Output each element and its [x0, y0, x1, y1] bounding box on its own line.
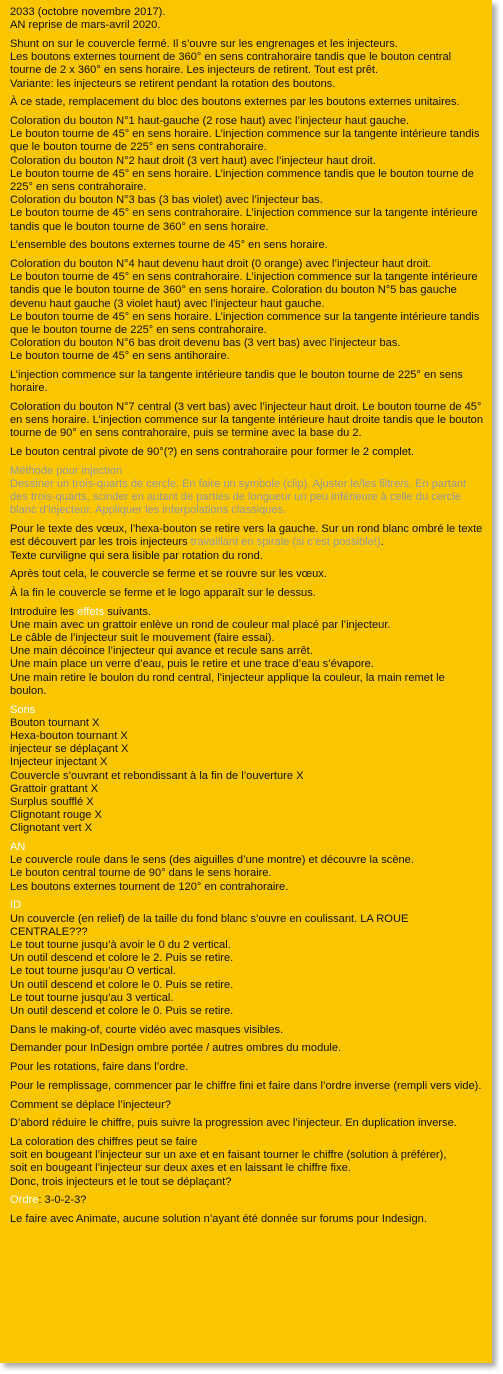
note-line	[10, 311, 484, 337]
note-text: Coloration du bouton N°7 central (3 vert bas) avec l’injecteur haut droit. Le bouton tourne de 45° en sens horaire. L’injection commence sur la tangente intérieure haut droite tandis que le bouton tourne de 90° en sens contrahoraire, puis se termine avec la base du 2.	[10, 400, 484, 440]
highlighted-text: Méthode pour injection	[10, 464, 123, 477]
note-paragraph	[10, 6, 484, 32]
note-text: Hexa-bouton tournant X	[10, 729, 128, 742]
note-paragraph	[10, 1194, 484, 1207]
note-text: À la fin le couvercle se ferme et le logo apparaît sur le dessus.	[10, 586, 316, 599]
note-line	[10, 854, 484, 867]
note-text: Le tout tourne jusqu’au O vertical.	[10, 965, 176, 978]
note-line	[10, 867, 484, 880]
highlighted-text: AN	[10, 841, 26, 854]
note-paragraph	[10, 239, 484, 252]
highlighted-text: Ordre	[10, 1194, 39, 1207]
note-paragraph	[10, 704, 484, 836]
note-text: Le bouton tourne de 45° en sens antihoraire.	[10, 350, 230, 363]
note-text: Une main place un verre d’eau, puis le retire et une trace d’eau s’évapore.	[10, 658, 374, 671]
note-text: AN reprise de mars-avril 2020.	[10, 19, 161, 32]
note-text: Les boutons externes tournent de 120° en contrahoraire.	[10, 880, 289, 893]
note-line	[10, 587, 484, 600]
note-line	[10, 207, 484, 233]
note-line	[10, 809, 484, 822]
note-paragraph	[10, 258, 484, 364]
note-text: Bouton tournant X	[10, 716, 100, 729]
note-line	[10, 1099, 484, 1112]
note-line	[10, 19, 484, 32]
note-text: : 3-0-2-3?	[38, 1194, 87, 1207]
note-line	[10, 401, 484, 441]
note-text: Texte curviligne qui sera lisible par rotation du rond.	[10, 549, 263, 562]
highlighted-text: ID	[10, 899, 22, 912]
note-line	[10, 1194, 484, 1207]
note-text: Le tout tourne jusqu’au 3 vertical.	[10, 991, 174, 1004]
note-line	[10, 704, 484, 717]
note-line	[10, 717, 484, 730]
note-text: Le bouton tourne de 45° en sens horaire. L’injection commence tandis que le bouton tourne de 225° en sens contrahoraire.	[10, 167, 474, 193]
note-line	[10, 658, 484, 671]
note-line	[10, 913, 484, 939]
note-line	[10, 271, 484, 311]
note-text: Le bouton central tourne de 90° dans le sens horaire.	[10, 867, 272, 880]
note-line	[10, 465, 484, 478]
note-line	[10, 350, 484, 363]
note-text: Comment se déplace l’injecteur?	[10, 1098, 171, 1111]
note-text: Le faire avec Animate, aucune solution n’ayant été donnée sur forums pour Indesign.	[10, 1212, 427, 1225]
note-line	[10, 1061, 484, 1074]
note-line	[10, 730, 484, 743]
highlighted-text: Dessiner un trois-quarts de cercle. En faire un symbole (clip). Ajuster le/les filtre/s. En partant des trois-quarts, scinder en autant de parties de longueur un peu inférieure à celle du cercle blanc d’injecteur. Appliquer les interpolations classiques.	[10, 478, 467, 517]
note-text: injecteur se déplaçant X	[10, 743, 129, 756]
note-text: L’injection commence sur la tangente intérieure tandis que le bouton tourne de 225° en sens horaire.	[10, 369, 463, 395]
note-text: Le bouton tourne de 45° en sens horaire. L’injection commence sur la tangente intérieure tandis que le bouton tourne de 225° en sens contrahoraire.	[10, 128, 480, 154]
note-text: La coloration des chiffres peut se faire	[10, 1135, 198, 1148]
note-line	[10, 1149, 484, 1162]
note-line	[10, 523, 484, 549]
note-line	[10, 841, 484, 854]
note-line	[10, 96, 484, 109]
note-paragraph	[10, 587, 484, 600]
note-paragraph	[10, 606, 484, 698]
note-text: Un outil descend et colore le 2. Puis se retire.	[10, 952, 234, 965]
note-text: Le câble de l’injecteur suit le mouvement (faire essai).	[10, 632, 275, 645]
note-paragraph	[10, 115, 484, 234]
note-line	[10, 194, 484, 207]
note-text: Clignotant rouge X	[10, 809, 102, 822]
note-text: Le bouton tourne de 45° en sens horaire. L’injection commence sur la tangente intérieure tandis que le bouton tourne de 225° en sens contrahoraire.	[10, 310, 480, 336]
note-line	[10, 1213, 484, 1226]
note-paragraph	[10, 1136, 484, 1189]
note-paragraph	[10, 1061, 484, 1074]
note-text: Coloration du bouton N°4 haut devenu haut droit (0 orange) avec l’injecteur haut droit.	[10, 257, 432, 270]
note-line	[10, 632, 484, 645]
note-line	[10, 965, 484, 978]
note-line	[10, 51, 484, 77]
note-text: Une main avec un grattoir enlève un rond de couleur mal placé par l’injecteur.	[10, 618, 391, 631]
note-line	[10, 881, 484, 894]
note-paragraph	[10, 1213, 484, 1226]
note-text: Coloration du bouton N°2 haut droit (3 vert haut) avec l’injecteur haut droit.	[10, 154, 376, 167]
note-text: D’abord réduire le chiffre, puis suivre la progression avec l’injecteur. En duplication inverse.	[10, 1117, 457, 1130]
note-text: Shunt on sur le couvercle fermé. Il s’ouvre sur les engrenages et les injecteurs.	[10, 37, 398, 50]
note-line	[10, 743, 484, 756]
note-line	[10, 672, 484, 698]
note-line	[10, 155, 484, 168]
note-line	[10, 337, 484, 350]
note-line	[10, 38, 484, 51]
note-paragraph	[10, 369, 484, 395]
note-text: Injecteur injectant X	[10, 756, 108, 769]
note-text: Surplus soufflé X	[10, 795, 94, 808]
note-line	[10, 619, 484, 632]
note-line	[10, 952, 484, 965]
note-paragraph	[10, 1080, 484, 1093]
note-paragraph	[10, 1117, 484, 1130]
note-text: Une main décoince l’injecteur qui avance et recule sans arrêt.	[10, 645, 313, 658]
highlighted-text: travaillant en spirale (si c’est possible!)	[190, 536, 381, 549]
note-line	[10, 979, 484, 992]
note-paragraph	[10, 1099, 484, 1112]
note-text: Le couvercle roule dans le sens (des aiguilles d’une montre) et découvre la scène.	[10, 854, 414, 867]
note-text: Un outil descend et colore le 0. Puis se retire.	[10, 978, 234, 991]
note-line	[10, 128, 484, 154]
note-text: Couvercle s’ouvrant et rebondissant à la fin de l’ouverture X	[10, 769, 304, 782]
note-line	[10, 822, 484, 835]
note-paragraph	[10, 841, 484, 894]
note-paragraph	[10, 523, 484, 563]
note-paragraph	[10, 1042, 484, 1055]
note-line	[10, 568, 484, 581]
note-text: Le bouton tourne de 45° en sens contrahoraire. L’injection commence sur la tangente intérieure tandis que le bouton tourne de 360° en sens horaire. Coloration du bouton N°5 bas gauche devenu haut gauche (3 violet haut) avec l’injecteur haut gauche.	[10, 271, 478, 310]
note-line	[10, 1117, 484, 1130]
note-line	[10, 78, 484, 91]
note-line	[10, 645, 484, 658]
note-text: Coloration du bouton N°3 bas (3 bas violet) avec l’injecteur bas.	[10, 194, 323, 207]
note-line	[10, 1080, 484, 1093]
note-text: Une main retire le boulon du rond central, l’injecteur applique la couleur, la main remet le boulon.	[10, 671, 445, 697]
note-line	[10, 1176, 484, 1189]
note-line	[10, 115, 484, 128]
note-line	[10, 6, 484, 19]
note-text: Un outil descend et colore le 0. Puis se retire.	[10, 1005, 234, 1018]
note-text: soit en bougeant l’injecteur sur un axe et en faisant tourner le chiffre (solution à préférer),	[10, 1149, 447, 1162]
note-paragraph	[10, 38, 484, 91]
note-text: Coloration du bouton N°6 bas droit devenu bas (3 vert bas) avec l’injecteur bas.	[10, 337, 401, 350]
note-text: Pour le texte des vœux, l’hexa-bouton se retire vers la gauche. Sur un rond blanc ombré le texte est découvert par les trois injecteurs	[10, 523, 483, 549]
note-line	[10, 446, 484, 459]
note-text: L’ensemble des boutons externes tourne de 45° en sens horaire.	[10, 239, 328, 252]
note-line	[10, 1042, 484, 1055]
note-text: Après tout cela, le couvercle se ferme et se rouvre sur les vœux.	[10, 568, 327, 581]
note-line	[10, 550, 484, 563]
note-text: Introduire les	[10, 605, 78, 618]
note-line	[10, 783, 484, 796]
note-line	[10, 796, 484, 809]
note-line	[10, 369, 484, 395]
note-line	[10, 1136, 484, 1149]
note-paragraph	[10, 446, 484, 459]
note-text: soit en bougeant l’injecteur sur deux axes et en laissant le chiffre fixe.	[10, 1162, 351, 1175]
note-line	[10, 899, 484, 912]
note-line	[10, 939, 484, 952]
note-line	[10, 992, 484, 1005]
note-text: Coloration du bouton N°1 haut-gauche (2 rose haut) avec l’injecteur haut gauche.	[10, 114, 410, 127]
note-text: Pour les rotations, faire dans l’ordre.	[10, 1061, 189, 1074]
note-paragraph	[10, 1024, 484, 1037]
highlighted-text: Sons	[10, 703, 36, 716]
note-text: Le tout tourne jusqu’à avoir le 0 du 2 vertical.	[10, 939, 231, 951]
note-text: Clignotant vert X	[10, 822, 93, 835]
note-line	[10, 1024, 484, 1037]
note-line	[10, 168, 484, 194]
note-line	[10, 756, 484, 769]
note-text: Grattoir grattant X	[10, 782, 99, 795]
note-line	[10, 1162, 484, 1175]
note-text: Dans le making-of, courte vidéo avec masques visibles.	[10, 1023, 284, 1036]
note-line	[10, 239, 484, 252]
note-line	[10, 478, 484, 518]
note-text: Le bouton central pivote de 90°(?) en sens contrahoraire pour former le 2 complet.	[10, 446, 415, 459]
note-line	[10, 258, 484, 271]
note-line	[10, 770, 484, 783]
note-text: Le bouton tourne de 45° en sens contrahoraire. L’injection commence sur la tangente intérieure tandis que le bouton tourne de 360° en sens horaire.	[10, 207, 478, 233]
note-line	[10, 606, 484, 619]
highlighted-text: effets	[77, 605, 105, 618]
note-text: Demander pour InDesign ombre portée / autres ombres du module.	[10, 1042, 342, 1055]
note-text: 2033 (octobre novembre 2017).	[10, 6, 166, 18]
note-paragraph	[10, 96, 484, 109]
note-text: Les boutons externes tournent de 360° en sens contrahoraire tandis que le bouton central tourne de 2 x 360° en sens horaire. Les injecteurs de retirent. Tout est prêt.	[10, 51, 452, 77]
note-text: Variante: les injecteurs se retirent pendant la rotation des boutons.	[10, 77, 336, 90]
note-text: Un couvercle (en relief) de la taille du fond blanc s’ouvre en coulissant. LA ROUE CENTRALE???	[10, 912, 409, 938]
note-text: .	[380, 536, 384, 549]
note-line	[10, 1005, 484, 1018]
note-paragraph	[10, 401, 484, 441]
note-paragraph	[10, 465, 484, 518]
note-text: suivants.	[104, 605, 152, 618]
note-paragraph	[10, 899, 484, 1018]
note-text: Donc, trois injecteurs et le tout se déplaçant?	[10, 1175, 232, 1188]
note-text: Pour le remplissage, commencer par le chiffre fini et faire dans l’ordre inverse (rempli vers vide).	[10, 1079, 482, 1092]
note-paragraph	[10, 568, 484, 581]
note-text: À ce stade, remplacement du bloc des boutons externes par les boutons externes unitaires.	[10, 96, 460, 109]
